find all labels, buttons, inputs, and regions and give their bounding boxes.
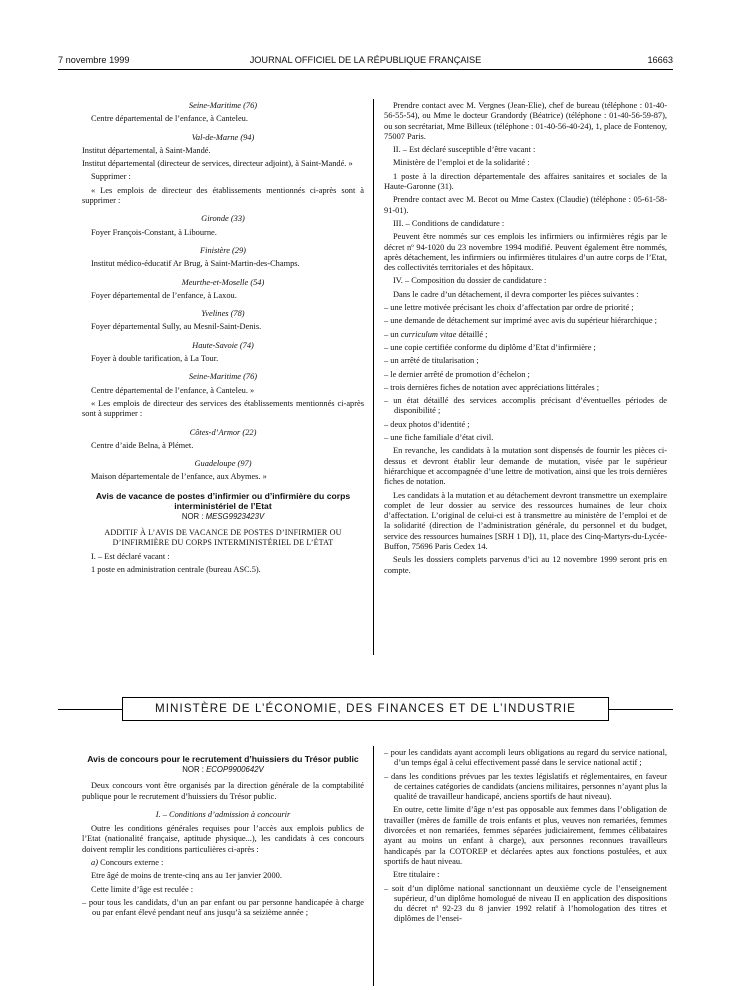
paragraph (384, 158, 667, 168)
text-run: Peuvent être nommés sur ces emplois les infirmiers ou infirmières régis par le décret nº 94-1020 du 23 novembre 1994 modifié. Peuvent également être nommés, après détachement, les infirmiers ou infirmières titulaires d’un autre corps de l’Etat, des collectivités territoriales et des hôpitaux. (384, 232, 667, 273)
text-run: I. – (155, 809, 170, 819)
ministry-rule-right (609, 709, 673, 710)
text-run: IV. – Composition du dossier de candidature : (393, 276, 547, 286)
text-run: Seuls les dossiers complets parvenus d’ici au 12 novembre 1999 seront pris en compte. (384, 555, 667, 575)
list-item (384, 343, 667, 353)
section-subtitle (82, 528, 364, 549)
text-run: 1 poste à la direction départementale des affaires sanitaires et sociales de la Haute-Garonne (31). (384, 171, 667, 192)
text-run: Guadeloupe (97) (194, 459, 252, 469)
paragraph (82, 885, 364, 895)
text-run: Deux concours vont être organisés par la direction générale de la comptabilité publique pour le recrutement d’huissiers du Trésor public. (82, 781, 364, 801)
text-run: Haute-Savoie (74) (192, 340, 254, 350)
italic-run: a) (91, 858, 98, 868)
left-column-top (82, 101, 364, 578)
nor-reference (82, 512, 364, 522)
paragraph (82, 565, 364, 575)
ministry-heading: MINISTÈRE DE L’ÉCONOMIE, DES FINANCES ET DE L’INDUSTRIE (122, 697, 609, 721)
paragraph (82, 552, 364, 562)
right-column-top (384, 101, 667, 579)
text-run: Supprimer : (91, 172, 131, 182)
paragraph (82, 824, 364, 855)
department-heading (82, 341, 364, 351)
paragraph (82, 259, 364, 269)
text-run: NOR : (182, 765, 207, 774)
text-run: – dans les conditions prévues par les textes législatifs et réglementaires, en faveur de certaines catégories de candidats (anciens militaires, personnes n’ayant plus la qualité de travailleur handicapé, anciens sportifs de haut niveau). (384, 771, 667, 802)
paragraph (82, 172, 364, 182)
text-run: Avis de concours pour le recrutement d’huissiers du Trésor public (87, 754, 359, 764)
list-item (384, 884, 667, 925)
header-rule (58, 69, 673, 70)
paragraph (82, 291, 364, 301)
text-run: Institut départemental, à Saint-Mandé. (82, 145, 211, 155)
text-run: Etre titulaire : (393, 870, 440, 880)
department-heading (82, 309, 364, 319)
paragraph (82, 322, 364, 332)
paragraph (384, 276, 667, 286)
text-run: Prendre contact avec M. Becot ou Mme Castex (Claudie) (téléphone : 05-61-58-91-01). (384, 195, 667, 215)
list-item (384, 420, 667, 430)
column-divider-top (373, 99, 374, 655)
nor-reference (82, 765, 364, 775)
italic-run: curriculum vitae (400, 329, 457, 339)
text-run: Foyer départemental Sully, au Mesnil-Saint-Denis. (91, 322, 262, 332)
subsection-heading (82, 810, 364, 820)
text-run: Les candidats à la mutation et au détachement devront transmettre un exemplaire complet de leur dossier au service des ressources humaines de leur choix d’affectation. L’original de celui-ci est à transmettre au ministère de l’emploi et de la solidarité (direction de l’administration générale, du personnel et du budget, service des ressources humaines [SRH 1 D]), 11, place des Cinq-Martyrs-du-Lycée-Buffon, 75696 Paris Cedex 14. (384, 490, 667, 551)
text-run: – un état détaillé des services accomplis précisant d’éventuelles périodes de disponibilité ; (384, 396, 667, 416)
department-heading (82, 278, 364, 288)
text-run: – une demande de détachement sur imprimé avec avis du supérieur hiérarchique ; (384, 316, 658, 326)
italic-run: MESG9923423V (205, 511, 265, 521)
list-item (384, 383, 667, 393)
header-page-number: 16663 (647, 55, 673, 65)
paragraph (384, 101, 667, 142)
list-item (384, 433, 667, 443)
list-item (384, 772, 667, 803)
text-run: – une lettre motivée précisant les choix d’affectation par ordre de priorité ; (384, 303, 634, 313)
paragraph (82, 146, 364, 156)
text-run: – deux photos d’identité ; (384, 419, 470, 429)
list-item (384, 396, 667, 417)
text-run: détaillé ; (456, 329, 488, 339)
text-run: « Les emplois de directeur des services des établissements mentionnés ci-après sont à supprimer : (82, 398, 364, 419)
text-run: III. – Conditions de candidature : (393, 218, 505, 228)
text-run: II. – Est déclaré susceptible d’être vacant : (393, 145, 536, 155)
text-run: Etre âgé de moins de trente-cinq ans au 1er janvier 2000. (91, 871, 282, 881)
text-run: En revanche, les candidats à la mutation sont dispensés de fournir les pièces ci-dessus et devront établir leur demande de mutation, visée par le supérieur hiérarchique et accompagnée d’une lettre de motivation, ainsi que les trois dernières fiches de notation. (384, 446, 667, 487)
text-run: Maison départementale de l’enfance, aux Abymes. » (91, 472, 267, 482)
department-heading (82, 428, 364, 438)
text-run: – soit d’un diplôme national sanctionnant un deuxième cycle de l’enseignement supérieur, d’un diplôme homologué de niveau II en application des dispositions du décret nº 92-23 du 8 janvier 1992 relatif à l’homologation des titres et diplômes de l’ensei- (384, 883, 667, 924)
section-title (82, 754, 364, 764)
text-run: Foyer François-Constant, à Libourne. (91, 227, 217, 237)
text-run: Foyer à double tarification, à La Tour. (91, 354, 219, 364)
paragraph (384, 805, 667, 867)
text-run: – un (384, 329, 401, 339)
text-run: Ministère de l’emploi et de la solidarité : (393, 158, 530, 168)
text-run: Yvelines (78) (201, 309, 245, 319)
paragraph (384, 870, 667, 880)
text-run: Finistère (29) (200, 245, 246, 255)
text-run: Prendre contact avec M. Vergnes (Jean-Elie), chef de bureau (téléphone : 01-40-56-55-54), ou Mme le docteur Grandordy (Béatrice) (téléphone : 01-40-56-59-87), ou son secrétariat, Mme Billeux (téléphone : 01-40-56-40-24), 1, place de Fontenoy, 75007 Paris. (384, 101, 667, 141)
header-journal-title: JOURNAL OFFICIEL DE LA RÉPUBLIQUE FRANÇAISE (249, 55, 482, 65)
paragraph (384, 491, 667, 553)
text-run: Institut départemental (directeur de services, directeur adjoint), à Saint-Mandé. » (82, 159, 353, 169)
paragraph (384, 446, 667, 487)
text-run: – le dernier arrêté de promotion d’échelon ; (384, 369, 530, 379)
department-heading (82, 133, 364, 143)
paragraph (384, 172, 667, 193)
text-run: NOR : (181, 511, 206, 521)
text-run: Foyer départemental de l’enfance, à Laxou. (91, 290, 237, 300)
text-run: En outre, cette limite d’âge n’est pas opposable aux femmes dans l’obligation de travailler (mères de famille de trois enfants et plus, veuves non remariées, femmes divorcées et non remariées, femmes séparées judiciairement, femmes célibataires ayant au moins un enfant à charge), aux personnes reconnues travailleurs handicapés par la COTOREP et déclarées aptes aux fonctions postulées, et aux sportifs de haut niveau. (384, 805, 667, 866)
paragraph (384, 219, 667, 229)
text-run: – une copie certifiée conforme du diplôme d’Etat d’infirmière ; (384, 342, 596, 352)
text-run: Centre départemental de l’enfance, à Canteleu. (91, 114, 248, 124)
list-item (384, 356, 667, 366)
paragraph (82, 781, 364, 802)
list-item (384, 370, 667, 380)
department-heading (82, 246, 364, 256)
text-run: Centre d’aide Belna, à Plémet. (91, 440, 194, 450)
text-run: ADDITIF À L’AVIS DE VACANCE DE POSTES D’INFIRMIER OU D’INFIRMIÈRE DU CORPS INTERMINISTÉRIEL DE L’ÉTAT (104, 528, 342, 548)
text-run: Concours externe : (97, 858, 164, 868)
department-heading (82, 372, 364, 382)
text-run: Côtes-d’Armor (22) (189, 427, 257, 437)
text-run: Meurthe-et-Moselle (54) (181, 277, 265, 287)
department-heading (82, 214, 364, 224)
header-date: 7 novembre 1999 (58, 55, 130, 65)
text-run: Centre départemental de l’enfance, à Canteleu. » (91, 385, 255, 395)
text-run: Val-de-Marne (94) (191, 132, 255, 142)
text-run: I. – Est déclaré vacant : (91, 551, 170, 561)
text-run: 1 poste en administration centrale (bureau ASC.5). (91, 564, 261, 574)
italic-run: ECOP9900642V (206, 765, 264, 774)
paragraph (82, 386, 364, 396)
paragraph (384, 290, 667, 300)
paragraph (384, 145, 667, 155)
paragraph (82, 159, 364, 169)
paragraph (82, 186, 364, 207)
list-item (384, 303, 667, 313)
text-run: Cette limite d’âge est reculée : (91, 884, 194, 894)
text-run: Seine-Maritime (76) (188, 372, 258, 382)
paragraph (82, 399, 364, 420)
department-heading (82, 101, 364, 111)
text-run: – pour tous les candidats, d’un an par enfant ou par personne handicapée à charge ou par enfant élevé pendant neuf ans jusqu’à sa seizième année ; (82, 897, 364, 918)
text-run: Outre les conditions générales requises pour l’accès aux emplois publics de l’Etat (nationalité française, aptitude physique...), les candidats à ces concours doivent remplir les conditions particulières ci-après : (82, 824, 364, 854)
text-run: Institut médico-éducatif Ar Brug, à Saint-Martin-des-Champs. (91, 259, 300, 269)
text-run: – trois dernières fiches de notation avec appréciations littérales ; (384, 382, 600, 392)
list-item (384, 330, 667, 340)
right-column-bottom (384, 748, 667, 928)
paragraph (82, 354, 364, 364)
list-item (384, 748, 667, 769)
list-item (384, 316, 667, 326)
paragraph (82, 114, 364, 124)
paragraph (384, 232, 667, 273)
text-run: Gironde (33) (201, 214, 245, 224)
text-run: Avis de vacance de postes d’infirmier ou d’infirmière du corps interministériel de l’Etat (95, 490, 351, 511)
text-run: – une fiche familiale d’état civil. (384, 433, 494, 443)
text-run: « Les emplois de directeur des établissements mentionnés ci-après sont à supprimer : (82, 185, 364, 206)
paragraph (82, 871, 364, 881)
list-item (82, 898, 364, 919)
text-run: Dans le cadre d’un détachement, il devra comporter les pièces suivantes : (393, 289, 639, 299)
paragraph (384, 555, 667, 576)
department-heading (82, 459, 364, 469)
paragraph (82, 441, 364, 451)
paragraph (384, 195, 667, 216)
paragraph (82, 228, 364, 238)
ministry-rule-left (58, 709, 122, 710)
column-divider-bottom (373, 746, 374, 986)
text-run: – pour les candidats ayant accompli leurs obligations au regard du service national, d’un temps égal à celui effectivement passé dans le service national actif ; (384, 748, 667, 768)
page-header (58, 55, 673, 69)
paragraph (82, 858, 364, 868)
paragraph (82, 472, 364, 482)
italic-run: Conditions d’admission à concourir (169, 809, 291, 819)
text-run: – un arrêté de titularisation ; (384, 356, 479, 366)
text-run: Seine-Maritime (76) (188, 101, 258, 110)
left-column-bottom (82, 746, 364, 922)
section-title (82, 491, 364, 511)
